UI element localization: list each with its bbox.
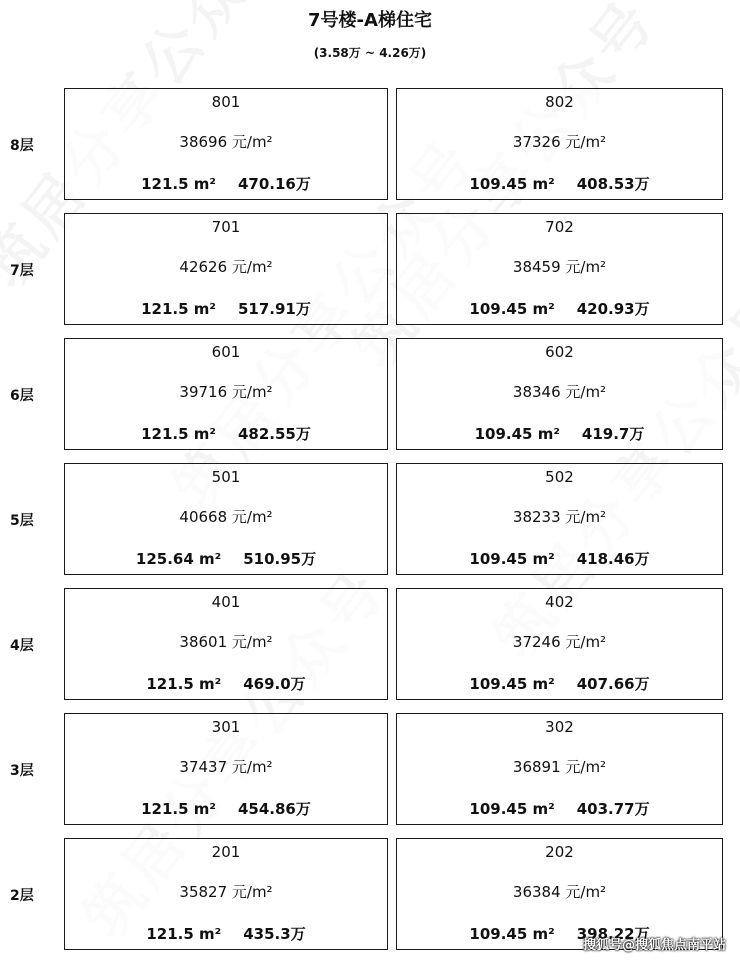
unit-card[interactable]	[64, 213, 388, 325]
unit-number: 502	[545, 468, 574, 486]
unit-total: 398.22万	[576, 925, 650, 943]
unit-number: 302	[545, 718, 574, 736]
unit-total: 482.55万	[237, 425, 311, 443]
unit-price: 38601 元/m²	[179, 633, 273, 651]
unit-total: 403.77万	[576, 800, 650, 818]
floor-label: 4层	[10, 638, 34, 654]
unit-number: 201	[211, 843, 241, 861]
unit-area: 109.45 m²	[469, 300, 555, 318]
unit-total: 510.95万	[243, 550, 317, 568]
unit-number: 702	[545, 218, 574, 236]
unit-card[interactable]	[64, 88, 388, 200]
unit-total: 469.0万	[243, 675, 306, 693]
unit-price: 36384 元/m²	[512, 883, 607, 901]
unit-area: 109.45 m²	[469, 800, 555, 818]
unit-card[interactable]	[64, 463, 388, 575]
floor-label: 6层	[10, 388, 34, 404]
unit-price: 37246 元/m²	[512, 633, 607, 651]
unit-price: 38696 元/m²	[179, 133, 273, 151]
unit-area: 121.5 m²	[146, 675, 222, 693]
unit-card[interactable]	[64, 713, 388, 825]
unit-area: 109.45 m²	[469, 550, 555, 568]
unit-area: 109.45 m²	[469, 675, 555, 693]
unit-area: 121.5 m²	[141, 175, 216, 193]
unit-card[interactable]	[396, 713, 723, 825]
unit-area: 121.5 m²	[141, 425, 216, 443]
floor-label: 5层	[10, 513, 34, 529]
unit-price: 40668 元/m²	[179, 508, 273, 526]
unit-number: 802	[545, 93, 574, 111]
floor-label: 8层	[10, 138, 34, 154]
unit-price: 37326 元/m²	[512, 133, 607, 151]
unit-card[interactable]	[64, 338, 388, 450]
unit-area: 109.45 m²	[474, 425, 560, 443]
floor-label: 2层	[10, 888, 34, 904]
unit-card[interactable]	[396, 588, 723, 700]
unit-price: 37437 元/m²	[179, 758, 273, 776]
unit-area: 125.64 m²	[135, 550, 222, 568]
unit-total: 435.3万	[243, 925, 306, 943]
unit-number: 801	[211, 93, 241, 111]
unit-total: 517.91万	[237, 300, 311, 318]
unit-number: 402	[545, 593, 574, 611]
unit-price: 38346 元/m²	[512, 383, 607, 401]
price-range: (3.58万 ~ 4.26万)	[313, 46, 427, 60]
unit-card[interactable]	[396, 338, 723, 450]
unit-number: 601	[211, 343, 241, 361]
unit-card[interactable]	[396, 463, 723, 575]
unit-total: 454.86万	[237, 800, 311, 818]
unit-price: 38459 元/m²	[512, 258, 607, 276]
unit-area: 121.5 m²	[146, 925, 222, 943]
unit-card[interactable]	[64, 838, 388, 950]
unit-total: 420.93万	[576, 300, 650, 318]
unit-total: 419.7万	[581, 425, 645, 443]
unit-number: 401	[211, 593, 241, 611]
page-title: 7号楼-A梯住宅	[308, 10, 432, 31]
unit-number: 501	[211, 468, 241, 486]
unit-area: 121.5 m²	[141, 300, 216, 318]
unit-total: 408.53万	[576, 175, 650, 193]
unit-price: 42626 元/m²	[179, 258, 273, 276]
unit-card[interactable]	[396, 213, 723, 325]
unit-area: 109.45 m²	[469, 925, 555, 943]
unit-total: 407.66万	[576, 675, 650, 693]
unit-price: 39716 元/m²	[179, 383, 273, 401]
unit-total: 418.46万	[576, 550, 650, 568]
unit-card[interactable]	[396, 88, 723, 200]
source-credit: 搜狐号@搜狐焦点南平站	[582, 938, 726, 953]
floor-label: 7层	[10, 263, 34, 279]
unit-number: 202	[545, 843, 574, 861]
unit-price: 35827 元/m²	[179, 883, 273, 901]
unit-area: 109.45 m²	[469, 175, 555, 193]
unit-number: 701	[211, 218, 241, 236]
unit-price: 38233 元/m²	[512, 508, 607, 526]
unit-number: 301	[211, 718, 241, 736]
unit-area: 121.5 m²	[141, 800, 216, 818]
unit-number: 602	[545, 343, 574, 361]
unit-card[interactable]	[64, 588, 388, 700]
floor-label: 3层	[10, 763, 34, 779]
unit-total: 470.16万	[237, 175, 311, 193]
unit-price: 36891 元/m²	[512, 758, 607, 776]
